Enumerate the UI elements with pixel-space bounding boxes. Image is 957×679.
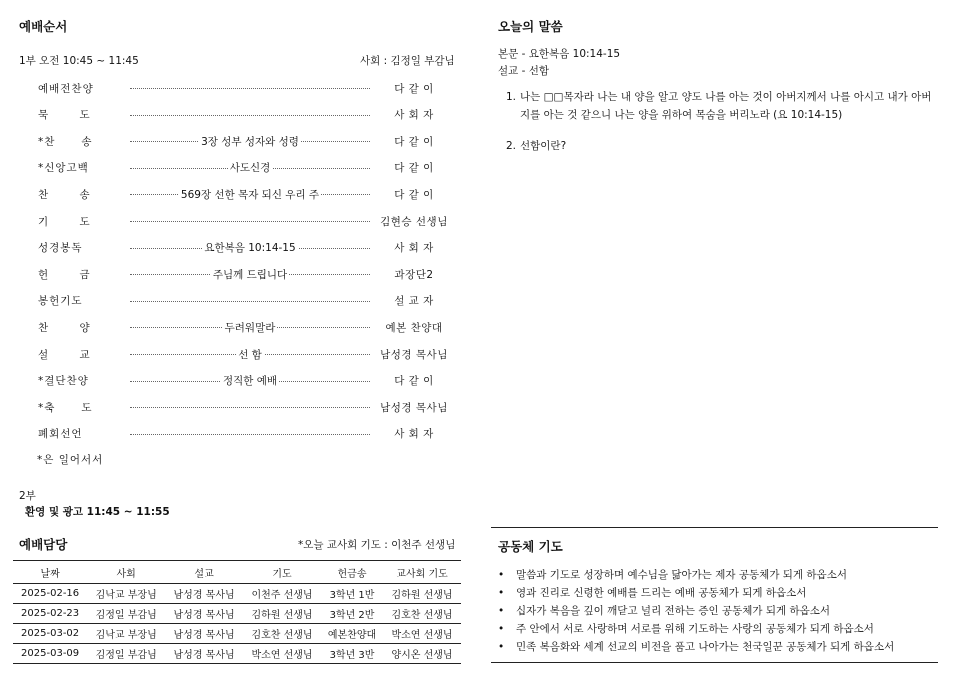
duty-cell: 박소연 선생님 xyxy=(243,644,321,664)
part2-label: 2부 xyxy=(19,490,36,502)
service-item-detail xyxy=(130,213,370,229)
list-item xyxy=(498,602,938,620)
prayer-text: 영과 진리로 신령한 예배를 드리는 예배 공동체가 되게 하옵소서 xyxy=(516,587,807,599)
list-item xyxy=(498,566,938,584)
service-item-name: 설 교 xyxy=(38,348,91,361)
service-item xyxy=(38,186,458,202)
service-item-person: 예본 찬양대 xyxy=(385,321,443,334)
table-row xyxy=(13,604,461,624)
service-item-person: 사 회 자 xyxy=(394,109,434,122)
service-item-name: 찬 송 xyxy=(38,188,91,201)
service-item-person: 사 회 자 xyxy=(394,242,434,255)
service-item-detail xyxy=(130,399,370,415)
duty-cell: 김정일 부감님 xyxy=(87,604,165,624)
service-item xyxy=(38,266,458,282)
service-item-detail xyxy=(130,373,370,389)
community-bottom-rule xyxy=(491,662,938,663)
service-item-detail xyxy=(130,80,370,96)
bullet: • xyxy=(498,587,505,599)
service-item xyxy=(38,107,458,123)
duty-cell: 김하원 선생님 xyxy=(243,604,321,624)
community-prayer-list xyxy=(498,566,938,656)
service-item-detail-text: 두려워말라 xyxy=(224,321,276,334)
community-title: 공동체 기도 xyxy=(498,539,563,554)
prayer-text: 주 안에서 서로 사랑하며 서로를 위해 기도하는 사랑의 공동체가 되게 하옵소서 xyxy=(516,623,874,635)
sermon-title: 설교 - 선함 xyxy=(498,65,550,77)
service-item-detail-text: 3장 성부 성자와 성령 xyxy=(201,135,299,148)
duty-cell: 김낙교 부장님 xyxy=(87,624,165,644)
table-row xyxy=(13,584,461,604)
duty-cell: 2025-02-16 xyxy=(13,584,87,604)
duty-cell: 남성경 목사님 xyxy=(165,604,243,624)
duty-header-cell: 날짜 xyxy=(13,561,87,584)
service-item-name: *결단찬양 xyxy=(38,375,89,388)
duty-cell: 예본찬양대 xyxy=(321,624,383,644)
bullet: • xyxy=(498,605,505,617)
service-item-detail xyxy=(130,186,370,202)
point-number: 1. xyxy=(506,91,517,103)
list-item xyxy=(498,638,938,656)
leader-dots xyxy=(130,434,370,435)
service-item-person: 남성경 목사님 xyxy=(380,401,448,414)
table-row xyxy=(13,624,461,644)
duty-header-cell: 설교 xyxy=(165,561,243,584)
service-item-person: 다 같 이 xyxy=(394,162,434,175)
service-item-detail-text: 요한복음 10:14-15 xyxy=(204,242,296,255)
service-item-detail xyxy=(130,266,370,282)
duty-cell: 3학년 3반 xyxy=(321,644,383,664)
teacher-prayer: *오늘 교사회 기도 : 이천주 선생님 xyxy=(298,539,456,551)
duty-cell: 양시온 선생님 xyxy=(383,644,461,664)
list-item xyxy=(498,620,938,638)
service-item-name: 봉헌기도 xyxy=(38,295,83,308)
standing-note: *은 일어서서 xyxy=(37,454,104,466)
service-item-detail-text: 정직한 예배 xyxy=(222,375,278,388)
service-item xyxy=(38,213,458,229)
service-item-detail-text: 사도신경 xyxy=(229,162,271,175)
service-item-name: *찬 송 xyxy=(38,135,93,148)
duty-header-cell: 기도 xyxy=(243,561,321,584)
duty-cell: 남성경 목사님 xyxy=(165,624,243,644)
duty-cell: 김낙교 부장님 xyxy=(87,584,165,604)
duty-cell: 2025-03-09 xyxy=(13,644,87,664)
duty-cell: 남성경 목사님 xyxy=(165,584,243,604)
bullet: • xyxy=(498,641,505,653)
service-item-detail xyxy=(130,133,370,149)
service-item xyxy=(38,346,458,362)
community-top-rule xyxy=(491,527,938,528)
service-item-name: 헌 금 xyxy=(38,268,91,281)
service-item-name: 폐회선언 xyxy=(38,428,83,441)
service-item-person: 다 같 이 xyxy=(394,82,434,95)
leader-dots xyxy=(130,221,370,222)
service-item-detail xyxy=(130,426,370,442)
sermon-point xyxy=(506,137,938,155)
service-item xyxy=(38,133,458,149)
service-item-name: *신앙고백 xyxy=(38,162,89,175)
duty-cell: 김호찬 선생님 xyxy=(243,624,321,644)
service-item-person: 다 같 이 xyxy=(394,188,434,201)
service-item-name: 찬 양 xyxy=(38,321,91,334)
service-item-detail xyxy=(130,160,370,176)
service-item-detail xyxy=(130,346,370,362)
duty-cell: 김정일 부감님 xyxy=(87,644,165,664)
service-item-name: 성경봉독 xyxy=(38,242,83,255)
presider: 사회 : 김정일 부감님 xyxy=(360,55,455,67)
word-title: 오늘의 말씀 xyxy=(498,19,563,34)
prayer-text: 말씀과 기도로 성장하며 예수님을 닮아가는 제자 공동체가 되게 하옵소서 xyxy=(516,569,847,581)
service-item-name: *축 도 xyxy=(38,401,93,414)
order-title: 예배순서 xyxy=(19,19,68,34)
duty-cell: 2025-02-23 xyxy=(13,604,87,624)
duty-title: 예배담당 xyxy=(19,537,68,552)
point-text: 선함이란? xyxy=(520,140,567,152)
service-item-detail-text: 주님께 드립니다 xyxy=(212,268,288,281)
text-reference: 본문 - 요한복음 10:14-15 xyxy=(498,48,621,60)
service-item-name: 묵 도 xyxy=(38,109,91,122)
duty-cell: 김하원 선생님 xyxy=(383,584,461,604)
duty-cell: 3학년 2반 xyxy=(321,604,383,624)
duty-header-cell: 사회 xyxy=(87,561,165,584)
service-item-person: 김현승 선생님 xyxy=(380,215,448,228)
prayer-text: 민족 복음화와 세계 선교의 비전을 품고 나아가는 천국일꾼 공동체가 되게 하옵소서 xyxy=(516,641,895,653)
leader-dots xyxy=(130,407,370,408)
service-item xyxy=(38,373,458,389)
service-item-detail-text: 569장 선한 목자 되신 우리 주 xyxy=(180,188,320,201)
leader-dots xyxy=(130,88,370,89)
sermon-point xyxy=(506,88,938,124)
leader-dots xyxy=(130,301,370,302)
duty-cell: 3학년 1반 xyxy=(321,584,383,604)
service-item-name: 예배전찬양 xyxy=(38,82,94,95)
service-item-detail xyxy=(130,240,370,256)
duty-header-cell: 헌금송 xyxy=(321,561,383,584)
duty-cell: 남성경 목사님 xyxy=(165,644,243,664)
service-item-detail xyxy=(130,293,370,309)
duty-table-header xyxy=(13,561,461,584)
duty-cell: 박소연 선생님 xyxy=(383,624,461,644)
service-item-person: 설 교 자 xyxy=(394,295,434,308)
prayer-text: 십자가 복음을 깊이 깨닫고 널리 전하는 증인 공동체가 되게 하옵소서 xyxy=(516,605,831,617)
service-item-person: 다 같 이 xyxy=(394,135,434,148)
service-item xyxy=(38,319,458,335)
bullet: • xyxy=(498,623,505,635)
service-item-person: 과장단2 xyxy=(394,268,434,281)
leader-dots xyxy=(130,115,370,116)
service-item xyxy=(38,160,458,176)
service-item xyxy=(38,240,458,256)
bullet: • xyxy=(498,569,505,581)
service-item xyxy=(38,426,458,442)
duty-table xyxy=(13,560,461,664)
service-item-detail xyxy=(130,319,370,335)
duty-cell: 2025-03-02 xyxy=(13,624,87,644)
point-text: 나는 □□목자라 나는 내 양을 알고 양도 나를 아는 것이 아버지께서 나를 아시고 내가 아버지를 아는 것 같으니 나는 양을 위하여 목숨을 버리노라 (요 10:14-15) xyxy=(520,91,932,121)
table-row xyxy=(13,644,461,664)
service-item xyxy=(38,293,458,309)
point-number: 2. xyxy=(506,140,517,152)
duty-cell: 이천주 선생님 xyxy=(243,584,321,604)
service-item-person: 남성경 목사님 xyxy=(380,348,448,361)
list-item xyxy=(498,584,938,602)
part2-text: 환영 및 광고 11:45 ~ 11:55 xyxy=(25,506,170,518)
service-item-person: 다 같 이 xyxy=(394,375,434,388)
duty-cell: 김호찬 선생님 xyxy=(383,604,461,624)
service-item-detail xyxy=(130,107,370,123)
service-item-detail-text: 선 함 xyxy=(238,348,262,361)
service-item xyxy=(38,80,458,96)
part1-time: 1부 오전 10:45 ~ 11:45 xyxy=(19,55,139,67)
service-item-name: 기 도 xyxy=(38,215,91,228)
service-item xyxy=(38,399,458,415)
duty-header-cell: 교사회 기도 xyxy=(383,561,461,584)
service-item-person: 사 회 자 xyxy=(394,428,434,441)
